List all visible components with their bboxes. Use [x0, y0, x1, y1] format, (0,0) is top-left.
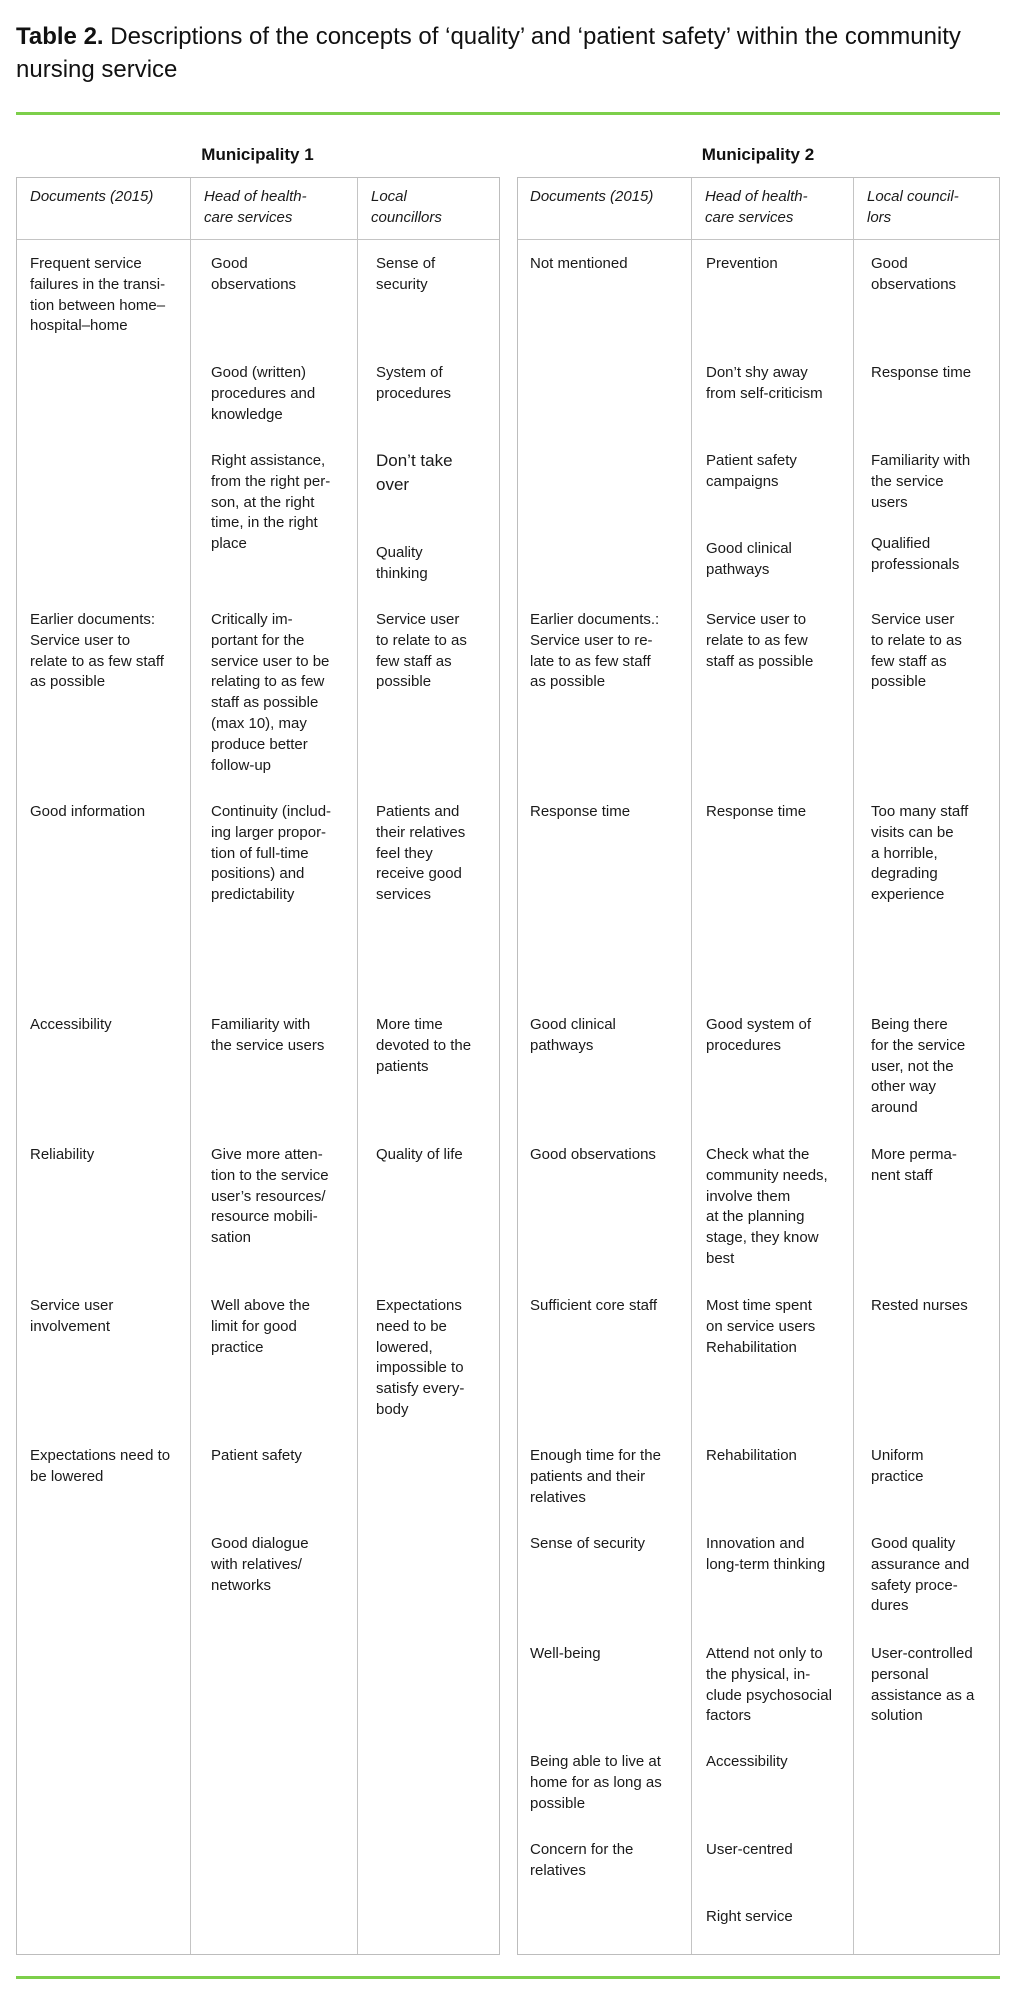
column-divider — [853, 178, 854, 1954]
table-label: Table 2. — [16, 23, 104, 50]
municipality-2-heading: Municipality 2 — [701, 145, 815, 164]
m2-head-cell: Rehabilitation — [706, 1447, 797, 1464]
m2-councillors-cell: Qualified professionals — [871, 535, 960, 573]
m1-documents-cell: Earlier documents: Service user to relate to as few staff as possible — [30, 611, 164, 691]
m2-documents-cell: Response time — [530, 803, 631, 820]
m2-councillors-cell: Familiarity with the service users — [871, 452, 971, 511]
header-local-councillors: Local councillors — [371, 188, 442, 226]
m2-head-cell: Service user to relate to as few staff as possible — [706, 611, 814, 670]
m1-documents-cell: Frequent service failures in the transi- tion between home– hospital–home — [30, 255, 166, 335]
m2-documents-cell: Earlier documents.: Service user to re- late to as few staff as possible — [530, 611, 660, 691]
m2-councillors-cell: Being there for the service user, not the other way around — [871, 1016, 966, 1117]
m2-documents-cell: Enough time for the patients and their relatives — [530, 1447, 661, 1506]
m1-head-cell: Good observations — [211, 255, 297, 293]
bottom-rule — [16, 1976, 1000, 1979]
m2-councillors-cell: User-controlled personal assistance as a solution — [871, 1645, 975, 1725]
m1-councillors-cell: Patients and their relatives feel they receive good services — [376, 803, 466, 904]
m2-head-cell: Check what the community needs, involve them at the planning stage, they know best — [706, 1146, 828, 1267]
m1-head-cell: Good dialogue with relatives/ networks — [211, 1535, 309, 1594]
table-caption-text: Descriptions of the concepts of ‘quality’ and ‘patient safety’ within the community nursing service — [16, 23, 961, 83]
m2-head-cell: Right service — [706, 1908, 793, 1925]
m2-documents-cell: Good observations — [530, 1146, 656, 1163]
m2-councillors-cell: Uniform practice — [871, 1447, 924, 1485]
m1-councillors-cell: Quality of life — [376, 1146, 463, 1163]
m2-head-cell: Attend not only to the physical, in- clude psychosocial factors — [706, 1645, 832, 1725]
m1-documents-cell: Reliability — [30, 1146, 95, 1163]
header-local-councillors: Local council- lors — [867, 188, 959, 226]
m2-documents-cell: Good clinical pathways — [530, 1016, 616, 1054]
m2-head-cell: User-centred — [706, 1841, 793, 1858]
m1-councillors-cell: Quality thinking — [376, 544, 428, 582]
m2-councillors-cell: More perma- nent staff — [871, 1146, 957, 1184]
m2-documents-cell: Well-being — [530, 1645, 601, 1662]
m2-councillors-cell: Too many staff visits can be a horrible, degrading experience — [871, 803, 969, 904]
m2-documents-cell: Being able to live at home for as long as possible — [530, 1753, 662, 1812]
m2-head-cell: Good clinical pathways — [706, 540, 792, 578]
m2-documents-cell: Sense of security — [530, 1535, 646, 1552]
m2-head-cell: Patient safety campaigns — [706, 452, 797, 490]
m1-councillors-cell: System of procedures — [376, 364, 452, 402]
m1-head-cell: Right assistance, from the right per- son, at the right time, in the right place — [211, 452, 331, 553]
m2-councillors-cell: Good observations — [871, 255, 957, 293]
column-divider — [691, 178, 692, 1954]
m2-head-cell: Most time spent on service users Rehabilitation — [706, 1297, 816, 1356]
m1-councillors-cell: More time devoted to the patients — [376, 1016, 472, 1075]
m2-head-cell: Accessibility — [706, 1753, 788, 1770]
header-documents: Documents (2015) — [530, 188, 654, 205]
m2-councillors-cell: Good quality assurance and safety proce- dures — [871, 1535, 970, 1615]
m2-councillors-cell: Rested nurses — [871, 1297, 968, 1314]
m2-head-cell: Good system of procedures — [706, 1016, 812, 1054]
m2-head-cell: Response time — [706, 803, 807, 820]
m2-head-cell: Prevention — [706, 255, 778, 272]
m2-councillors-cell: Service user to relate to as few staff as possible — [871, 611, 962, 691]
header-divider — [17, 239, 499, 240]
m1-head-cell: Good (written) procedures and knowledge — [211, 364, 316, 423]
m1-documents-cell: Good information — [30, 803, 146, 820]
m1-head-cell: Continuity (includ- ing larger propor- tion of full-time positions) and predictability — [211, 803, 332, 904]
m1-head-cell: Give more atten- tion to the service user’s resources/ resource mobili- sation — [211, 1146, 329, 1247]
column-divider — [190, 178, 191, 1954]
m1-councillors-cell: Expectations need to be lowered, impossible to satisfy every- body — [376, 1297, 465, 1418]
m1-documents-cell: Expectations need to be lowered — [30, 1447, 171, 1485]
m1-councillors-cell: Don’t take over — [376, 451, 453, 494]
m2-documents-cell: Sufficient core staff — [530, 1297, 658, 1314]
m1-documents-cell: Accessibility — [30, 1016, 112, 1033]
m1-documents-cell: Service user involvement — [30, 1297, 114, 1335]
top-rule — [16, 112, 1000, 115]
m1-head-cell: Familiarity with the service users — [211, 1016, 325, 1054]
m2-councillors-cell: Response time — [871, 364, 972, 381]
table-caption — [16, 20, 976, 86]
m1-head-cell: Critically im- portant for the service user to be relating to as few staff as possible (max 10), may produce better follow-up — [211, 611, 330, 774]
m1-councillors-cell: Sense of security — [376, 255, 436, 293]
column-divider — [357, 178, 358, 1954]
header-divider — [518, 239, 999, 240]
header-head-of-services: Head of health- care services — [705, 188, 808, 226]
m1-head-cell: Well above the limit for good practice — [211, 1297, 310, 1356]
m2-documents-cell: Not mentioned — [530, 255, 628, 272]
header-documents: Documents (2015) — [30, 188, 154, 205]
m2-head-cell: Don’t shy away from self-criticism — [706, 364, 823, 402]
m2-head-cell: Innovation and long-term thinking — [706, 1535, 826, 1573]
m1-head-cell: Patient safety — [211, 1447, 302, 1464]
m1-councillors-cell: Service user to relate to as few staff as possible — [376, 611, 467, 691]
m2-documents-cell: Concern for the relatives — [530, 1841, 634, 1879]
header-head-of-services: Head of health- care services — [204, 188, 307, 226]
municipality-1-heading: Municipality 1 — [201, 145, 314, 164]
